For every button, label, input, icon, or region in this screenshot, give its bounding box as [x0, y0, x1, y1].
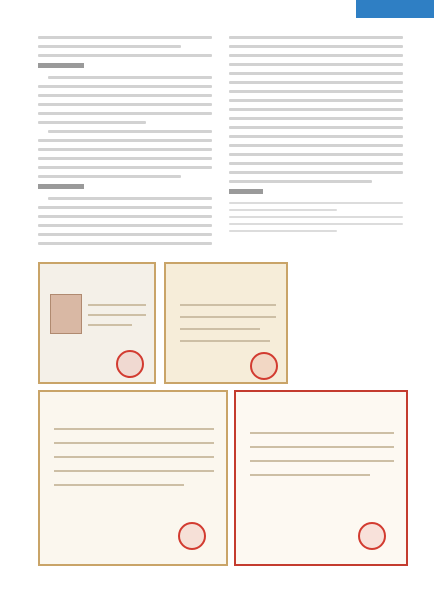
certificate-image [38, 262, 156, 384]
certificate-text-line [54, 442, 214, 444]
text-line [229, 72, 403, 75]
text-line [38, 36, 212, 39]
text-line [38, 233, 212, 236]
certificate-text-line [250, 474, 370, 476]
reference-line [229, 202, 403, 204]
text-line [38, 54, 212, 57]
text-line [229, 45, 403, 48]
text-line [38, 148, 212, 151]
text-line [229, 171, 403, 174]
text-line [229, 90, 403, 93]
certificate-text-line [88, 324, 132, 326]
references-heading [229, 189, 263, 194]
text-line [38, 157, 212, 160]
certificate-text-line [250, 446, 394, 448]
text-line [229, 126, 403, 129]
right-text-column [229, 36, 403, 246]
official-seal [358, 522, 386, 550]
certificate-figures [38, 262, 408, 582]
section-heading [38, 184, 84, 189]
certificate-text-line [180, 316, 276, 318]
text-line [229, 135, 403, 138]
text-line [229, 153, 403, 156]
certificate-text-line [88, 314, 146, 316]
text-line [229, 36, 403, 39]
left-text-column [38, 36, 212, 246]
certificate-text-line [180, 328, 260, 330]
reference-line [229, 230, 337, 232]
text-line [229, 63, 403, 66]
text-line [229, 99, 403, 102]
text-line [38, 94, 212, 97]
certificate-text-line [54, 456, 214, 458]
text-line [38, 215, 212, 218]
text-line [229, 81, 403, 84]
text-line [38, 85, 212, 88]
text-line [38, 175, 181, 178]
text-line [48, 197, 212, 200]
certificate-text-line [88, 304, 146, 306]
certificate-text-line [250, 460, 394, 462]
text-line [229, 180, 372, 183]
text-line [38, 121, 146, 124]
text-line [229, 54, 403, 57]
official-seal [250, 352, 278, 380]
certificate-text-line [250, 432, 394, 434]
text-line [38, 45, 181, 48]
official-seal [178, 522, 206, 550]
certificate-text-line [180, 340, 270, 342]
text-line [38, 242, 212, 245]
reference-line [229, 223, 403, 225]
text-line [229, 117, 403, 120]
text-line [229, 108, 403, 111]
text-line [38, 112, 212, 115]
certificate-image [38, 390, 228, 566]
text-line [38, 139, 212, 142]
certificate-text-line [180, 304, 276, 306]
certificate-text-line [54, 470, 214, 472]
section-heading [38, 63, 84, 68]
reference-line [229, 216, 403, 218]
text-line [38, 103, 212, 106]
journal-brand-bar [356, 0, 434, 18]
text-line [48, 130, 212, 133]
certificate-text-line [54, 484, 184, 486]
text-line [38, 166, 212, 169]
text-line [229, 144, 403, 147]
text-line [38, 206, 212, 209]
certificate-image [164, 262, 288, 384]
text-line [48, 76, 212, 79]
certificate-text-line [54, 428, 214, 430]
certificate-image [234, 390, 408, 566]
text-line [38, 224, 212, 227]
official-seal [116, 350, 144, 378]
reference-line [229, 209, 337, 211]
portrait-photo [50, 294, 82, 334]
text-line [229, 162, 403, 165]
